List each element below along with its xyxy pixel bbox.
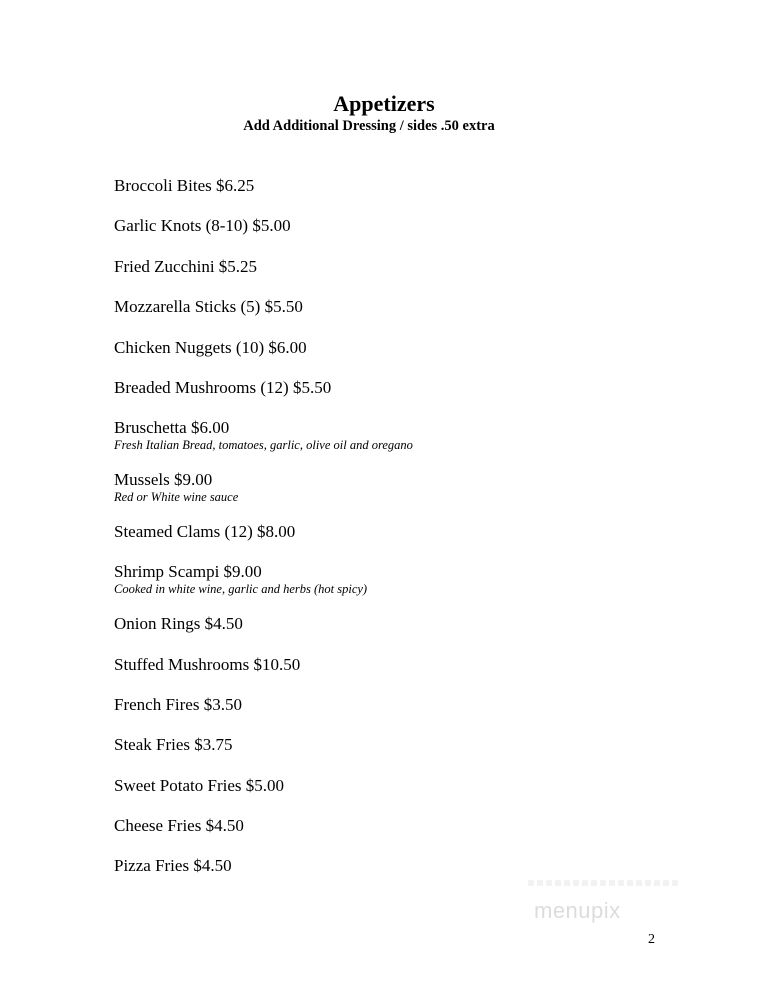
- menu-item-label: Broccoli Bites $6.25: [114, 176, 255, 195]
- menu-item-label: Bruschetta $6.00: [114, 418, 230, 437]
- menu-item-label: Shrimp Scampi $9.00: [114, 562, 262, 581]
- menu-item: [114, 257, 714, 277]
- menu-item-description: Red or White wine sauce: [114, 490, 239, 504]
- menu-item-label: Steamed Clams (12) $8.00: [114, 522, 296, 541]
- menu-item: [114, 297, 714, 317]
- menu-item-label: Onion Rings $4.50: [114, 614, 243, 633]
- menu-item: [114, 522, 714, 542]
- menu-item: [114, 735, 714, 755]
- page-number: 2: [648, 932, 655, 947]
- menu-item: [114, 176, 714, 196]
- menu-item: [114, 418, 714, 453]
- menu-item: [114, 816, 714, 836]
- menu-item-label: Stuffed Mushrooms $10.50: [114, 655, 301, 674]
- page-subtitle: Add Additional Dressing / sides .50 extra: [243, 118, 495, 134]
- menu-item: [114, 216, 714, 236]
- menu-item: [114, 338, 714, 358]
- menu-item-label: Breaded Mushrooms (12) $5.50: [114, 378, 332, 397]
- watermark-decoration: [528, 880, 680, 886]
- menu-item-description: Cooked in white wine, garlic and herbs (hot spicy): [114, 582, 368, 596]
- menu-item-label: Mozzarella Sticks (5) $5.50: [114, 297, 303, 316]
- menu-item: [114, 378, 714, 398]
- menu-item-label: Chicken Nuggets (10) $6.00: [114, 338, 307, 357]
- menu-item-label: Sweet Potato Fries $5.00: [114, 776, 284, 795]
- menu-item-label: Mussels $9.00: [114, 470, 213, 489]
- menu-item-label: Fried Zucchini $5.25: [114, 257, 258, 276]
- menu-item: [114, 562, 714, 597]
- menu-item-label: Garlic Knots (8-10) $5.00: [114, 216, 291, 235]
- menu-item: [114, 655, 714, 675]
- menu-item: [114, 695, 714, 715]
- menu-item-description: Fresh Italian Bread, tomatoes, garlic, olive oil and oregano: [114, 438, 413, 452]
- menu-item-label: Pizza Fries $4.50: [114, 856, 232, 875]
- watermark-logo: menupix: [534, 898, 621, 923]
- menu-item: [114, 470, 714, 505]
- menu-item-label: French Fires $3.50: [114, 695, 242, 714]
- menu-item-label: Steak Fries $3.75: [114, 735, 233, 754]
- menu-item: [114, 856, 714, 876]
- page-title: Appetizers: [333, 91, 435, 116]
- menu-item-label: Cheese Fries $4.50: [114, 816, 244, 835]
- menu-item: [114, 776, 714, 796]
- menu-item: [114, 614, 714, 634]
